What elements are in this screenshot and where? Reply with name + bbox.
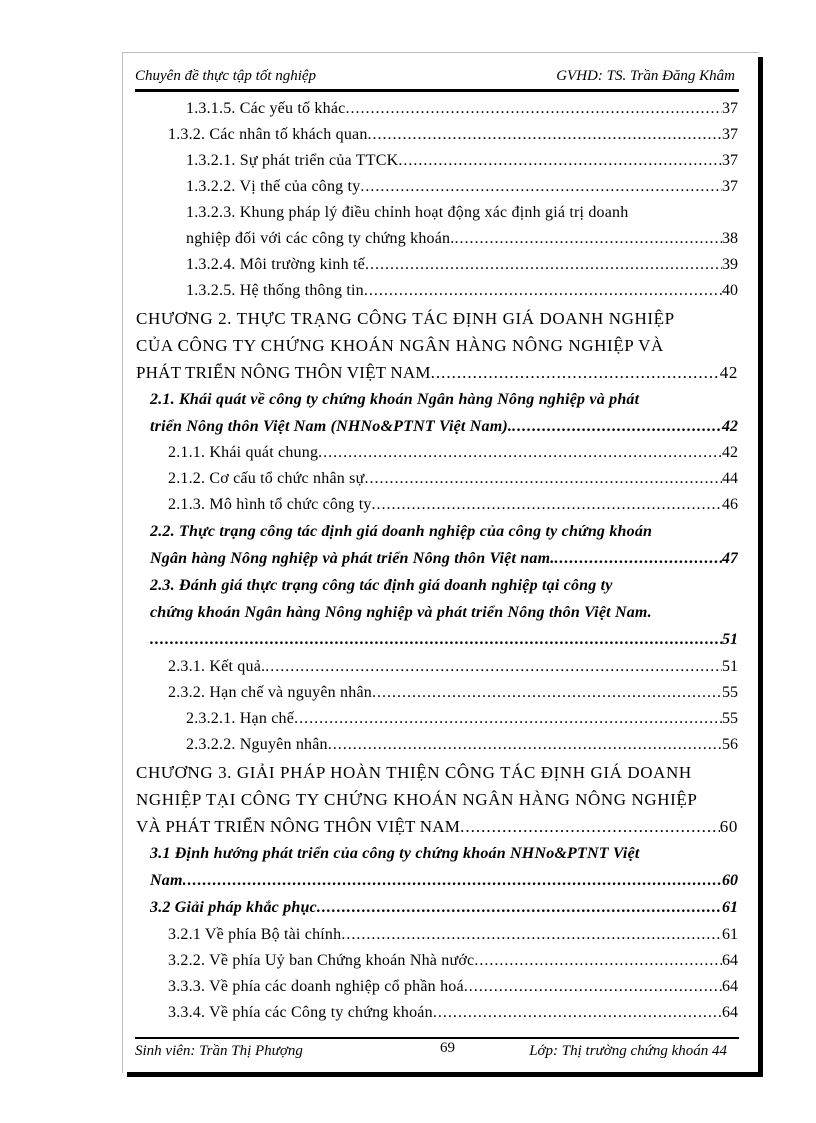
toc-entry: 1.3.2.4. Môi trường kinh tế ..... 39: [186, 252, 738, 278]
header-left: Chuyên đề thực tập tốt nghiệp: [135, 68, 317, 84]
toc-section-entry: ..... 51: [150, 627, 738, 653]
toc-entry: 2.1.1. Khái quát chung ..... 42: [168, 440, 738, 466]
toc-entry-first-line: 1.3.2.3. Khung pháp lý điều chỉnh hoạt động xác định giá trị doanh: [186, 204, 629, 221]
toc-entry: 3.3.4. Về phía các Công ty chứng khoán ..... 64: [168, 1000, 738, 1026]
toc-section-entry: triển Nông thôn Việt Nam (NHNo&PTNT Việt Nam). ..... 42: [150, 414, 738, 440]
footer-class: Lớp: Thị trường chứng khoán 44: [529, 1043, 727, 1059]
toc-entry: 2.3.2.2. Nguyên nhân ..... 56: [186, 732, 738, 758]
toc-section-entry: 3.2 Giải pháp khắc phục ..... 61: [150, 895, 738, 921]
section-heading-line: 2.2. Thực trạng công tác định giá doanh nghiệp của công ty chứng khoán: [150, 523, 653, 540]
toc-chapter-entry: VÀ PHÁT TRIỂN NÔNG THÔN VIỆT NAM ..... 60: [136, 814, 738, 840]
toc-chapter-entry: PHÁT TRIỂN NÔNG THÔN VIỆT NAM ..... 42: [136, 360, 738, 386]
toc-entry: 2.3.1. Kết quả. ..... 51: [168, 654, 738, 680]
toc-entry: 3.3.3. Về phía các doanh nghiệp cổ phần hoá ..... 64: [168, 974, 738, 1000]
chapter-heading-line: CỦA CÔNG TY CHỨNG KHOÁN NGÂN HÀNG NÔNG NGHIỆP VÀ: [136, 336, 664, 355]
toc-section-entry: Ngân hàng Nông nghiệp và phát triển Nông thôn Việt nam. ..... 47: [150, 546, 738, 572]
header-rule: [135, 89, 739, 92]
toc-entry: 2.3.2. Hạn chế và nguyên nhân ..... 55: [168, 680, 738, 706]
chapter-heading-line: NGHIỆP TẠI CÔNG TY CHỨNG KHOÁN NGÂN HÀNG NÔNG NGHIỆP: [136, 790, 698, 809]
section-heading-line: 2.1. Khái quát về công ty chứng khoán Ngân hàng Nông nghiệp và phát: [150, 391, 640, 408]
toc-entry: 1.3.2.5. Hệ thống thông tin ..... 40: [186, 278, 738, 304]
chapter-heading-line: CHƯƠNG 2. THỰC TRẠNG CÔNG TÁC ĐỊNH GIÁ DOANH NGHIỆP: [136, 309, 675, 328]
toc-entry: 2.3.2.1. Hạn chế ..... 55: [186, 706, 738, 732]
toc-entry: nghiệp đối với các công ty chứng khoán. ..... 38: [186, 226, 738, 252]
section-heading-line: chứng khoán Ngân hàng Nông nghiệp và phát triển Nông thôn Việt Nam.: [150, 604, 652, 621]
toc-entry: 2.1.2. Cơ cấu tổ chức nhân sự ..... 44: [168, 466, 738, 492]
page-border-right: [758, 57, 763, 1077]
toc-entry: 1.3.2. Các nhân tố khách quan ..... 37: [168, 122, 738, 148]
section-heading-line: 3.1 Định hướng phát triển của công ty chứng khoán NHNo&PTNT Việt: [150, 845, 640, 862]
toc-entry: 1.3.1.5. Các yếu tố khác ..... 37: [186, 96, 738, 122]
footer-rule: [135, 1037, 739, 1039]
page-header: [135, 66, 735, 88]
header-right: GVHD: TS. Trần Đăng Khâm: [556, 68, 735, 84]
toc-entry: 2.1.3. Mô hình tổ chức công ty ..... 46: [168, 492, 738, 518]
toc-section-entry: Nam ..... 60: [150, 868, 738, 894]
toc-entry: 3.2.2. Về phía Uỷ ban Chứng khoán Nhà nước ..... 64: [168, 948, 738, 974]
toc-entry: 1.3.2.1. Sự phát triển của TTCK ..... 37: [186, 148, 738, 174]
page-footer: [135, 1040, 739, 1064]
page-number: 69: [440, 1040, 455, 1056]
section-heading-line: 2.3. Đánh giá thực trạng công tác định giá doanh nghiệp tại công ty: [150, 577, 613, 594]
chapter-heading-line: CHƯƠNG 3. GIẢI PHÁP HOÀN THIỆN CÔNG TÁC ĐỊNH GIÁ DOANH: [136, 763, 692, 782]
footer-student: Sinh viên: Trần Thị Phượng: [135, 1043, 303, 1059]
toc-entry: 1.3.2.2. Vị thế của công ty ..... 37: [186, 174, 738, 200]
page-border-bottom: [127, 1072, 763, 1077]
toc-entry: 3.2.1 Về phía Bộ tài chính ..... 61: [168, 922, 738, 948]
